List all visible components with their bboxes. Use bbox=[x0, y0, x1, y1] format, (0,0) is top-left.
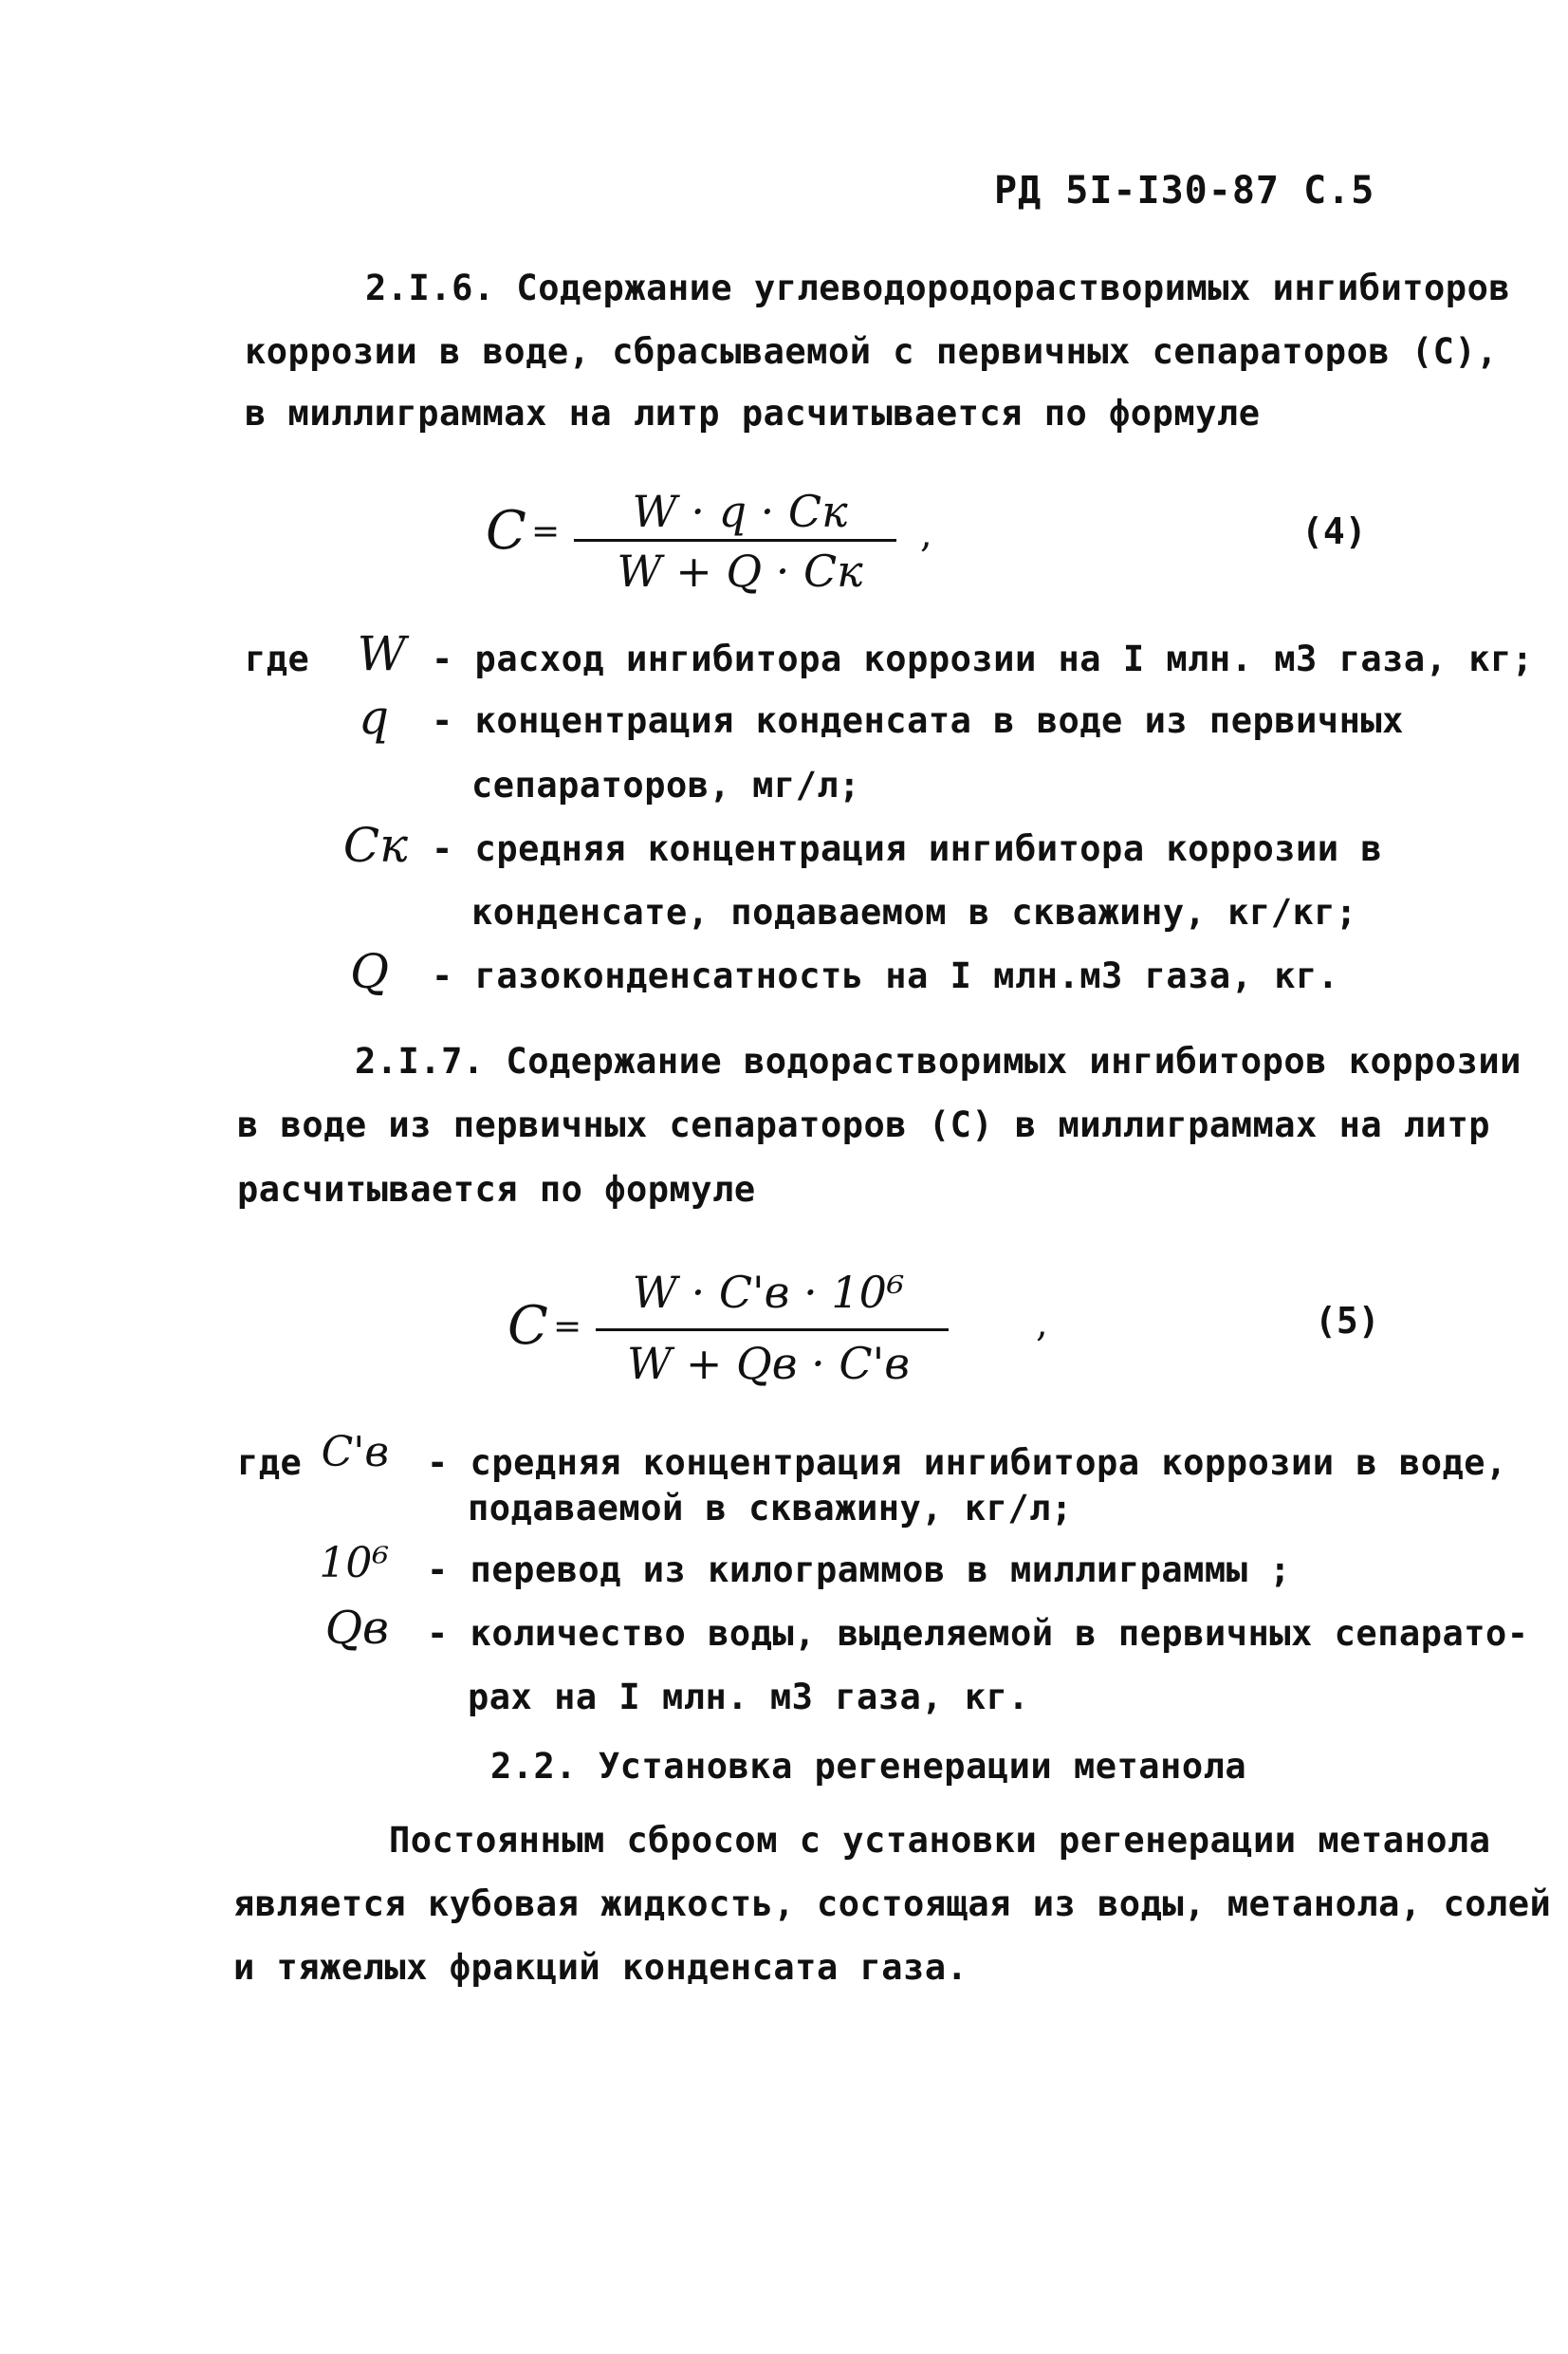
section-216-line-2: коррозии в воде, сбрасываемой с первичных сепараторов (С), bbox=[245, 331, 1499, 372]
formula-5-denominator: W + Qв · C'в bbox=[626, 1338, 911, 1389]
def-symbol-Ck: Cк bbox=[342, 818, 408, 873]
formula-4-denominator: W + Q · Cк bbox=[617, 546, 863, 597]
section-22-line-2: является кубовая жидкость, состоящая из воды, метанола, солей bbox=[233, 1883, 1552, 1924]
formula-4-fraction-bar bbox=[574, 539, 896, 542]
def-Qv-line-1: - количество воды, выделяемой в первичных сепарато- bbox=[427, 1613, 1529, 1654]
section-22-line-3: и тяжелых фракций конденсата газа. bbox=[233, 1947, 968, 1988]
where-label-5: где bbox=[237, 1442, 303, 1483]
def-symbol-Cv1: C'в bbox=[321, 1428, 389, 1476]
def-symbol-10-6: 10⁶ bbox=[319, 1539, 389, 1587]
section-22-line-1: Постоянным сбросом с установки регенерации метанола bbox=[389, 1820, 1491, 1861]
def-symbol-Qv: Qв bbox=[324, 1602, 389, 1655]
section-216-line-1: 2.I.6. Содержание углеводородорастворимых ингибиторов bbox=[365, 268, 1511, 308]
formula-5-numerator: W · C'в · 10⁶ bbox=[632, 1267, 905, 1318]
section-217-line-1: 2.I.7. Содержание водорастворимых ингибиторов коррозии bbox=[355, 1041, 1522, 1082]
formula-4-numerator: W · q · Cк bbox=[632, 486, 848, 537]
formula-5-equals: = bbox=[553, 1307, 582, 1346]
def-Q-line-1: - газоконденсатность на I млн.м3 газа, кг. bbox=[432, 955, 1339, 996]
document-id: РД 5I-I30-87 С.5 bbox=[994, 169, 1375, 213]
def-Ck-line-2: конденсате, подаваемом в скважину, кг/кг; bbox=[471, 892, 1357, 933]
def-Cv1-line-1: - средняя концентрация ингибитора коррозии в воде, bbox=[427, 1442, 1507, 1483]
def-symbol-q: q bbox=[358, 690, 389, 745]
formula-4-number: (4) bbox=[1301, 510, 1367, 552]
def-q-line-1: - концентрация конденсата в воде из первичных bbox=[432, 700, 1404, 741]
where-label-4: где bbox=[245, 639, 310, 679]
def-10-6-line-1: - перевод из килограммов в миллиграммы ; bbox=[427, 1549, 1292, 1590]
def-q-line-2: сепараторов, мг/л; bbox=[471, 765, 860, 806]
def-Qv-line-2: рах на I млн. м3 газа, кг. bbox=[468, 1677, 1030, 1717]
formula-5-comma: , bbox=[1036, 1302, 1048, 1345]
section-217-line-3: расчитывается по формуле bbox=[237, 1169, 756, 1210]
section-22-heading: 2.2. Установка регенерации метанола bbox=[490, 1746, 1247, 1787]
formula-5-number: (5) bbox=[1315, 1300, 1380, 1342]
section-217-line-2: в воде из первичных сепараторов (С) в миллиграммах на литр bbox=[237, 1104, 1491, 1145]
def-symbol-Q: Q bbox=[350, 944, 389, 999]
formula-4-lhs: С bbox=[486, 500, 526, 562]
def-Cv1-line-2: подаваемой в скважину, кг/л; bbox=[468, 1488, 1073, 1529]
section-216-line-3: в миллиграммах на литр расчитывается по формуле bbox=[245, 393, 1261, 434]
def-Ck-line-1: - средняя концентрация ингибитора коррозии в bbox=[432, 828, 1383, 869]
formula-4-equals: = bbox=[531, 512, 561, 551]
def-W-line-1: - расход ингибитора коррозии на I млн. м3 газа, кг; bbox=[432, 639, 1534, 679]
formula-5-lhs: С bbox=[507, 1295, 548, 1357]
formula-5-fraction-bar bbox=[596, 1328, 949, 1331]
formula-4-comma: , bbox=[920, 512, 932, 556]
def-symbol-W: W bbox=[357, 626, 406, 681]
